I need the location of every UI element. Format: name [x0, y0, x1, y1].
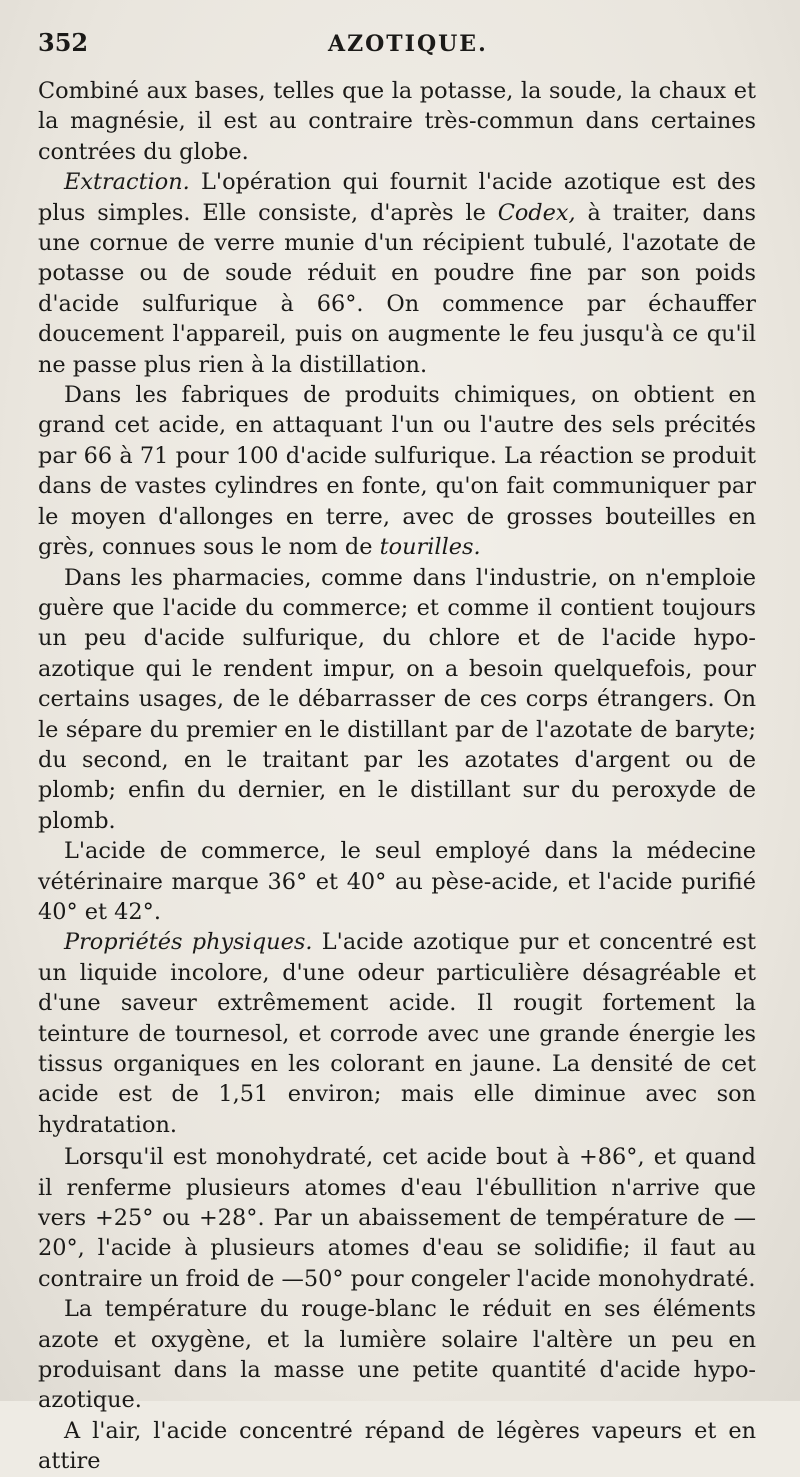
paragraph-commerce-acid: L'acide de commerce, le seul employé dans la médecine vétérinaire marque 36° et 40° au pèse-acide, et l'acide purifié 40° et 42°.	[38, 838, 756, 925]
paragraph-text: à traiter, dans une cornue de verre munie d'un récipient tubulé, l'azotate de potasse ou de soude réduit en poudre fine par son poids d'acide sulfurique à 66°. On commence par échauffer doucement l'appareil, puis on augmente le feu jusqu'à ce qu'il ne passe plus rien à la distillation.	[38, 199, 756, 378]
section-lead-physical-properties: Propriétés physiques.	[64, 929, 313, 956]
paragraph-monohydrate: Lorsqu'il est monohydraté, cet acide bout à +86°, et quand il renferme plusieurs atomes d'eau l'ébullition n'arrive que vers +25° ou +28°. Par un abaissement de température de —20°, l'acide à plusieurs atomes d'eau se solidifie; il faut au contraire un froid de —50° pour congeler l'acide monohydraté.	[38, 1144, 756, 1292]
running-title: AZOTIQUE.	[328, 31, 488, 57]
tourilles-term: tourilles.	[379, 534, 481, 561]
paragraph-industry	[38, 380, 756, 562]
paragraph-air: A l'air, l'acide concentré répand de légères vapeurs et en attire	[38, 1417, 756, 1475]
paragraph-text: L'acide azotique pur et concentré est un liquide incolore, d'une odeur particulière désagréable et d'une saveur extrêmement acide. Il rougit fortement la teinture de tournesol, et corrode avec une grande énergie les tissus organiques en les colorant en jaune. La densité de cet acide est de 1,51 environ; mais elle diminue avec son hydratation.	[38, 929, 756, 1138]
page-number: 352	[38, 28, 89, 57]
section-lead-extraction: Extraction.	[64, 169, 190, 196]
paragraph-origin: Combiné aux bases, telles que la potasse, la soude, la chaux et la magnésie, il est au contraire très-commun dans certaines contrées du globe.	[38, 78, 756, 165]
page-header	[38, 28, 756, 68]
page-body	[38, 76, 756, 1477]
paragraph-text: L'opération qui fournit l'acide azotique est des plus simples. Elle consiste, d'après le	[38, 169, 756, 226]
codex-reference: Codex,	[497, 199, 576, 226]
paragraph-physical-properties	[38, 927, 756, 1140]
paragraph-text: Dans les fabriques de produits chimiques, on obtient en grand cet acide, en attaquant l'un ou l'autre des sels précités par 66 à 71 pour 100 d'acide sulfurique. La réaction se produit dans de vastes cylindres en fonte, qu'on fait communiquer par le moyen d'allonges en terre, avec de grosses bouteilles en grès, connues sous le nom de	[38, 382, 756, 561]
paragraph-extraction	[38, 167, 756, 380]
paragraph-pharmacies: Dans les pharmacies, comme dans l'industrie, on n'emploie guère que l'acide du commerce; et comme il contient toujours un peu d'acide sulfurique, du chlore et de l'acide hypo-azotique qui le rendent impur, on a besoin quelquefois, pour certains usages, de le débarrasser de ces corps étrangers. On le sépare du premier en le distillant par de l'azotate de baryte; du second, en le traitant par les azotates d'argent ou de plomb; enfin du dernier, en le distillant sur du peroxyde de plomb.	[38, 564, 756, 834]
paragraph-temperature: La température du rouge-blanc le réduit en ses éléments azote et oxygène, et la lumière solaire l'altère un peu en produisant dans la masse une petite quantité d'acide hypo-azotique.	[38, 1296, 756, 1414]
